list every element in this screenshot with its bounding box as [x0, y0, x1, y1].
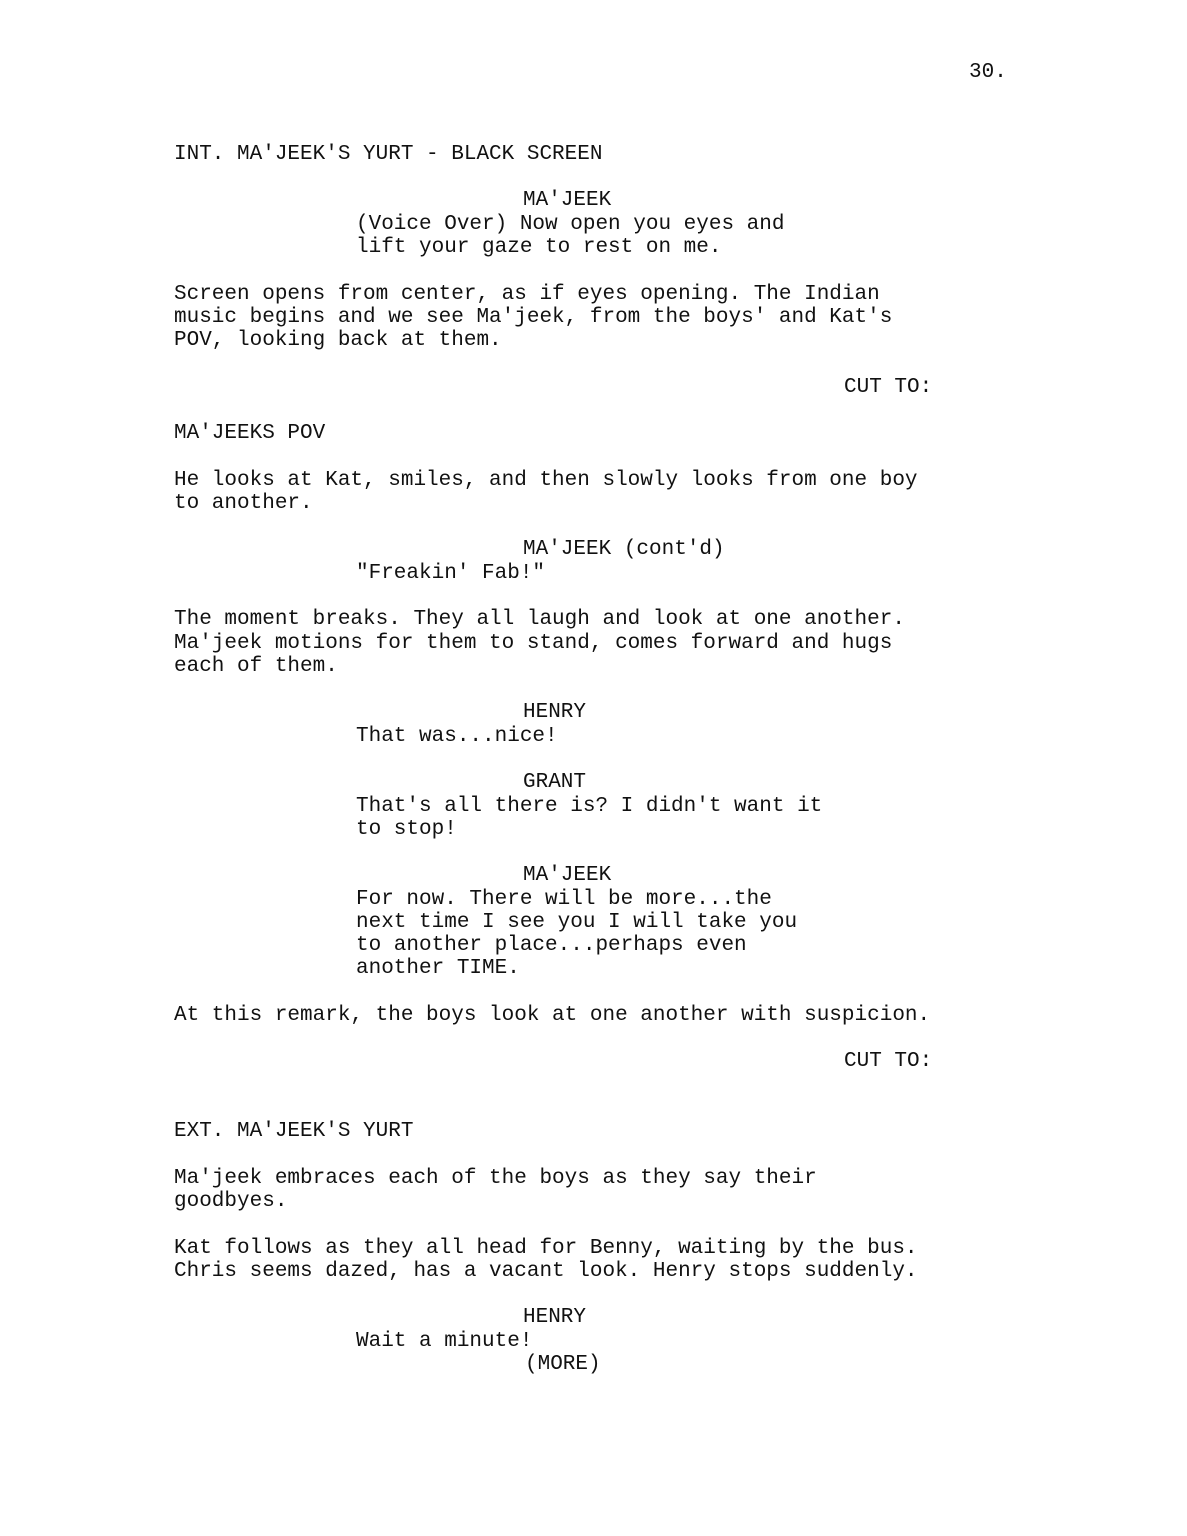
action-line: The moment breaks. They all laugh and look at one another. [174, 608, 905, 631]
action-line: Kat follows as they all head for Benny, waiting by the bus. [174, 1237, 918, 1260]
transition: CUT TO: [844, 376, 933, 399]
dialogue-line: to another place...perhaps even [356, 934, 747, 957]
character-name: GRANT [523, 771, 587, 794]
scene-heading: INT. MA'JEEK'S YURT - BLACK SCREEN [174, 143, 603, 166]
action-line: He looks at Kat, smiles, and then slowly looks from one boy [174, 469, 918, 492]
page-number: 30. [969, 61, 1007, 84]
action-line: to another. [174, 492, 313, 515]
scene-heading: EXT. MA'JEEK'S YURT [174, 1120, 414, 1143]
more-marker: (MORE) [525, 1353, 601, 1376]
action-line: POV, looking back at them. [174, 329, 502, 352]
action-line: music begins and we see Ma'jeek, from the boys' and Kat's [174, 306, 893, 329]
dialogue-line: "Freakin' Fab!" [356, 562, 546, 585]
action-line: goodbyes. [174, 1190, 288, 1213]
action-line: Ma'jeek motions for them to stand, comes forward and hugs [174, 632, 893, 655]
character-name: MA'JEEK [523, 864, 612, 887]
action-line: Screen opens from center, as if eyes opening. The Indian [174, 283, 880, 306]
character-name: MA'JEEK (cont'd) [523, 538, 725, 561]
action-line: each of them. [174, 655, 338, 678]
dialogue-line: That was...nice! [356, 725, 558, 748]
dialogue-line: For now. There will be more...the [356, 888, 772, 911]
dialogue-line: Wait a minute! [356, 1330, 533, 1353]
character-name: HENRY [523, 1306, 587, 1329]
dialogue-line: to stop! [356, 818, 457, 841]
dialogue-line: next time I see you I will take you [356, 911, 798, 934]
dialogue-line: That's all there is? I didn't want it [356, 795, 823, 818]
action-line: Ma'jeek embraces each of the boys as they say their [174, 1167, 817, 1190]
dialogue-line: lift your gaze to rest on me. [356, 236, 722, 259]
dialogue-line: (Voice Over) Now open you eyes and [356, 213, 785, 236]
dialogue-line: another TIME. [356, 957, 520, 980]
character-name: HENRY [523, 701, 587, 724]
character-name: MA'JEEK [523, 189, 612, 212]
transition: CUT TO: [844, 1050, 933, 1073]
action-line: At this remark, the boys look at one another with suspicion. [174, 1004, 931, 1027]
action-line: Chris seems dazed, has a vacant look. Henry stops suddenly. [174, 1260, 918, 1283]
scene-heading: MA'JEEKS POV [174, 422, 326, 445]
